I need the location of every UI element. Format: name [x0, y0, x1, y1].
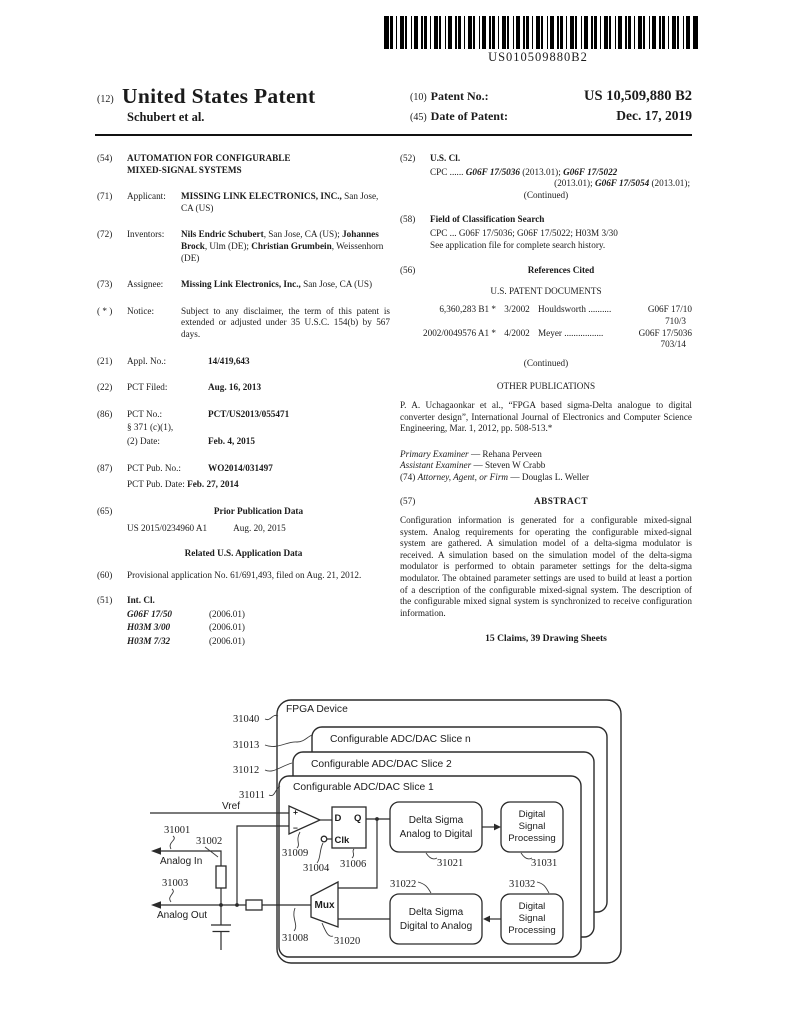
- other-publications-heading: OTHER PUBLICATIONS: [496, 381, 596, 392]
- field-number: (52): [400, 153, 416, 163]
- section-65-prior-pub: [97, 506, 390, 535]
- ref-31013: 31013: [233, 740, 260, 751]
- ref-date: 4/2002: [504, 327, 530, 338]
- field-number: (73): [97, 279, 113, 290]
- dsp1-line1: Digital: [518, 809, 546, 820]
- resistor-icon: [246, 900, 262, 910]
- pct-pub-date-value: Feb. 27, 2014: [187, 479, 239, 490]
- flip-flop-clk-label: Clk: [334, 835, 350, 846]
- assistant-examiner-label: Assistant Examiner: [400, 460, 472, 471]
- class-code: H03M 3/00: [127, 622, 171, 633]
- delta-sigma-dac-box: [390, 894, 482, 944]
- date-of-patent-value: Dec. 17, 2019: [616, 108, 692, 123]
- 371-date-label: (2) Date:: [127, 435, 160, 446]
- section-72-inventors: [97, 229, 390, 264]
- primary-examiner-name: — Rehana Perveen: [468, 448, 542, 459]
- inventor-1: Nils Endric Schubert: [181, 229, 264, 240]
- ref-class-cont: 710/3: [665, 315, 686, 326]
- pct-filed-value: Aug. 16, 2013: [208, 382, 262, 393]
- ref-dots: ..........: [588, 304, 612, 315]
- inventor-1-location: , San Jose, CA (US);: [263, 229, 343, 240]
- figure-drawing: [130, 690, 780, 1012]
- ref-31002: 31002: [196, 836, 223, 847]
- leader-31040: [265, 715, 278, 719]
- pct-pub-no-label: PCT Pub. No.:: [127, 462, 181, 473]
- int-cl-heading: Int. Cl.: [127, 595, 155, 606]
- inventor-2: Johannes Brock: [181, 229, 379, 251]
- leader-31002: [205, 847, 218, 857]
- pct-pub-date-label: PCT Pub. Date:: [127, 479, 185, 490]
- field-number: (22): [97, 382, 113, 393]
- section-71-applicant: [97, 191, 390, 214]
- cpc-prefix: CPC ......: [430, 166, 466, 177]
- section-notice: [97, 306, 390, 341]
- prior-pub-date: Aug. 20, 2015: [233, 523, 286, 534]
- pct-pub-no-value: WO2014/031497: [208, 462, 273, 473]
- field-number: (60): [97, 570, 113, 581]
- dsp1-line3: Processing: [508, 833, 556, 844]
- int-cl-row: [127, 609, 390, 621]
- analog-in-arrow-icon: [151, 847, 161, 855]
- dsp2-line1: Digital: [518, 901, 546, 912]
- kind-code-number: (12): [97, 94, 114, 105]
- ref-name: Houldsworth: [538, 304, 586, 315]
- ref-dots: .................: [564, 327, 604, 338]
- reference-row: [400, 328, 692, 340]
- section-87-pct-pub: [97, 463, 390, 491]
- ref-31022: 31022: [390, 879, 417, 890]
- field-number: (56): [400, 265, 416, 276]
- ref-31006: 31006: [340, 859, 367, 870]
- field-number: (51): [97, 595, 113, 606]
- examiner-block: [400, 449, 692, 484]
- slice-n-label: Configurable ADC/DAC Slice n: [330, 734, 471, 745]
- slice-1-label: Configurable ADC/DAC Slice 1: [293, 782, 434, 793]
- claims-drawing-sheets: 15 Claims, 39 Drawing Sheets: [485, 633, 607, 645]
- ref-class: G06F 17/5036: [638, 327, 692, 338]
- field-search-heading: Field of Classification Search: [430, 214, 545, 225]
- junction-dot: [235, 903, 239, 907]
- junction-dot: [375, 817, 379, 821]
- field-10-number: (10): [410, 92, 427, 103]
- slice-2-label: Configurable ADC/DAC Slice 2: [311, 759, 452, 770]
- field-number: (58): [400, 214, 416, 225]
- section-86-pct-no: [97, 409, 390, 448]
- inventor-3-location: , Weissenhorn (DE): [181, 240, 384, 263]
- section-54-title: [97, 153, 390, 176]
- 371-date-value: Feb. 4, 2015: [208, 435, 255, 446]
- applicant-label: Applicant:: [127, 191, 166, 202]
- assignee-address: San Jose, CA (US): [300, 279, 373, 290]
- field-number: (54): [97, 153, 113, 163]
- abstract-text: Configuration information is generated for a configurable mixed-signal system. Analog requirements for operating the configurable mixed-signal system are gathered. A simulation model of a delta-sigma modulator is received. A simulation based on the simulation model of the delta-sigma modulator is performed to obtain parameter settings for the delta-sigma modulator. The obtained parameter settings are used to build at least a portion of a description of the configurable mixed-signal system. The description of the configurable mixed signal system is synchronized to receive configuration information.: [400, 515, 692, 618]
- field-45-number: (45): [410, 112, 427, 123]
- field-search-line1: CPC ... G06F 17/5036; G06F 17/5022; H03M 3/30: [430, 227, 618, 238]
- field-number: (21): [97, 355, 113, 366]
- attorney-label: Attorney, Agent, or Firm: [417, 471, 509, 482]
- leader-31001: [170, 836, 174, 849]
- resistor-icon: [216, 866, 226, 888]
- ref-31012: 31012: [233, 765, 260, 776]
- comparator-minus: −: [293, 823, 298, 833]
- applicant-name: MISSING LINK ELECTRONICS, INC.,: [181, 191, 342, 202]
- barcode-image: [384, 16, 698, 49]
- barcode-text: US010509880B2: [488, 50, 588, 64]
- comparator-plus: +: [293, 807, 298, 817]
- field-74-number: (74): [400, 471, 416, 482]
- ref-31009: 31009: [282, 848, 309, 859]
- notice-text: Subject to any disclaimer, the term of this patent is extended or adjusted under 35 U.S.C. 154(b) by 567 days.: [181, 305, 390, 339]
- section-21-appl-no: [97, 356, 390, 368]
- assignee-label: Assignee:: [127, 279, 164, 290]
- int-cl-row: [127, 622, 390, 634]
- pct-no-value: PCT/US2013/055471: [208, 408, 290, 419]
- abstract-heading: ABSTRACT: [533, 496, 589, 507]
- class-code: H03M 7/32: [127, 635, 171, 646]
- ref-31001: 31001: [164, 825, 191, 836]
- field-number: ( * ): [97, 305, 113, 316]
- ref-class-cont: 703/14: [660, 339, 686, 350]
- patent-number-row: [410, 88, 692, 105]
- cpc-year: (2013.01);: [554, 178, 595, 189]
- prior-publication-heading: Prior Publication Data: [213, 505, 304, 516]
- int-cl-row: [127, 636, 390, 648]
- assistant-examiner-name: — Steven W Crabb: [471, 460, 546, 471]
- section-22-pct-filed: [97, 382, 390, 394]
- right-column: [400, 153, 692, 645]
- dsp2-line3: Processing: [508, 925, 556, 936]
- header-divider: [95, 134, 692, 136]
- flip-flop-d-label: D: [334, 813, 342, 824]
- reference-row: [400, 304, 692, 316]
- page-title: United States Patent: [122, 84, 316, 108]
- ref-31011: 31011: [239, 790, 265, 801]
- vref-label: Vref: [222, 801, 240, 812]
- other-publications-text: P. A. Uchagaonkar et al., “FPGA based sigma-Delta analogue to digital converter design”, International Journal of Electronics and Computer Science Engineering, Mar. 1, 2012, pp. 508-513.*: [400, 399, 692, 434]
- section-51-int-cl: [97, 595, 390, 647]
- notice-label: Notice:: [127, 305, 155, 316]
- field-search-line2: See application file for complete search history.: [430, 239, 606, 250]
- inventor-3: Christian Grumbein: [251, 240, 332, 251]
- analog-out-label: Analog Out: [157, 910, 208, 921]
- class-year: (2006.01): [209, 608, 245, 619]
- flip-flop-q-label: Q: [354, 813, 362, 824]
- ref-name: Meyer: [538, 327, 562, 338]
- class-code: G06F 17/50: [127, 608, 173, 619]
- ref-number: 2002/0049576 A1 *: [423, 327, 496, 338]
- section-58-field-search: [400, 214, 692, 251]
- cpc-class: G06F 17/5036: [465, 166, 520, 177]
- us-cl-heading: U.S. Cl.: [430, 153, 461, 163]
- patent-no-label: Patent No.:: [430, 89, 489, 103]
- analog-in-label: Analog In: [160, 856, 203, 867]
- pct-no-label: PCT No.:: [127, 408, 163, 419]
- section-57-abstract: [400, 496, 692, 645]
- class-year: (2006.01): [209, 622, 245, 633]
- analog-out-arrow-icon: [151, 901, 161, 909]
- cpc-line-1: [430, 167, 692, 179]
- field-number: (72): [97, 229, 113, 240]
- appl-no-value: 14/419,643: [208, 355, 250, 366]
- cpc-class: G06F 17/5022: [563, 166, 618, 177]
- ref-31003: 31003: [162, 878, 189, 889]
- patent-no-value: US 10,509,880 B2: [584, 88, 692, 104]
- field-number: (65): [97, 505, 113, 516]
- inventor-short-name: Schubert et al.: [127, 110, 205, 124]
- cpc-class: G06F 17/5054: [594, 178, 650, 189]
- fpga-device-label: FPGA Device: [286, 704, 348, 715]
- mux-label: Mux: [314, 900, 335, 911]
- dac-label-line1: Delta Sigma: [408, 907, 464, 918]
- date-of-patent-label: Date of Patent:: [430, 109, 508, 123]
- field-number: (57): [400, 496, 416, 507]
- dsp2-line2: Signal: [518, 913, 546, 924]
- adc-label-line2: Analog to Digital: [399, 829, 473, 840]
- 371-clause: § 371 (c)(1),: [127, 422, 174, 433]
- field-number: (87): [97, 462, 113, 473]
- pct-filed-label: PCT Filed:: [127, 382, 168, 393]
- section-56-references: [400, 265, 692, 435]
- assignee-name: Missing Link Electronics, Inc.,: [181, 279, 301, 290]
- section-60-provisional: [97, 570, 390, 582]
- ref-31021: 31021: [437, 858, 464, 869]
- leader-31003: [170, 889, 174, 902]
- related-application-heading: Related U.S. Application Data: [184, 547, 303, 558]
- ref-31020: 31020: [334, 936, 361, 947]
- header-right-block: [410, 88, 692, 127]
- cpc-continued: (Continued): [523, 189, 569, 200]
- applicant-address: San Jose, CA (US): [181, 191, 379, 213]
- ref-date: 3/2002: [504, 304, 530, 315]
- patent-date-row: [410, 108, 692, 124]
- cpc-year: (2013.01);: [649, 178, 690, 189]
- ref-class: G06F 17/10: [647, 304, 692, 315]
- provisional-text: Provisional application No. 61/691,493, filed on Aug. 21, 2012.: [127, 570, 362, 581]
- inventors-label: Inventors:: [127, 229, 165, 240]
- adc-label-line1: Delta Sigma: [408, 815, 464, 826]
- ref-31004: 31004: [303, 863, 330, 874]
- primary-examiner-label: Primary Examiner: [400, 448, 469, 459]
- field-number: (71): [97, 191, 113, 202]
- attorney-name: — Douglas L. Weller: [508, 471, 590, 482]
- references-continued: (Continued): [523, 357, 569, 368]
- section-52-us-cl: [400, 153, 692, 201]
- class-year: (2006.01): [209, 635, 245, 646]
- ref-31032: 31032: [509, 879, 536, 890]
- dac-label-line2: Digital to Analog: [399, 921, 473, 932]
- invention-title-line1: AUTOMATION FOR CONFIGURABLE: [127, 153, 291, 163]
- clock-bubble-icon: [321, 836, 327, 842]
- left-column: [97, 153, 390, 649]
- us-patent-documents-heading: U.S. PATENT DOCUMENTS: [490, 285, 602, 296]
- invention-title-line2: MIXED-SIGNAL SYSTEMS: [127, 164, 242, 175]
- ref-31040: 31040: [233, 714, 260, 725]
- junction-dot: [219, 903, 223, 907]
- ref-number: 6,360,283 B1 *: [439, 304, 496, 315]
- ref-31031: 31031: [531, 858, 558, 869]
- capacitor-icon: [211, 905, 231, 950]
- inventor-2-location: , Ulm (DE);: [204, 240, 252, 251]
- appl-no-label: Appl. No.:: [127, 355, 167, 366]
- cpc-year: (2013.01);: [519, 166, 564, 177]
- field-number: (86): [97, 408, 113, 419]
- delta-sigma-adc-box: [390, 802, 482, 852]
- cpc-line-2: [400, 178, 690, 190]
- section-73-assignee: [97, 279, 390, 291]
- prior-pub-number: US 2015/0234960 A1: [127, 523, 208, 534]
- ref-31008: 31008: [282, 933, 309, 944]
- references-cited-heading: References Cited: [527, 265, 595, 276]
- dsp1-line2: Signal: [518, 821, 546, 832]
